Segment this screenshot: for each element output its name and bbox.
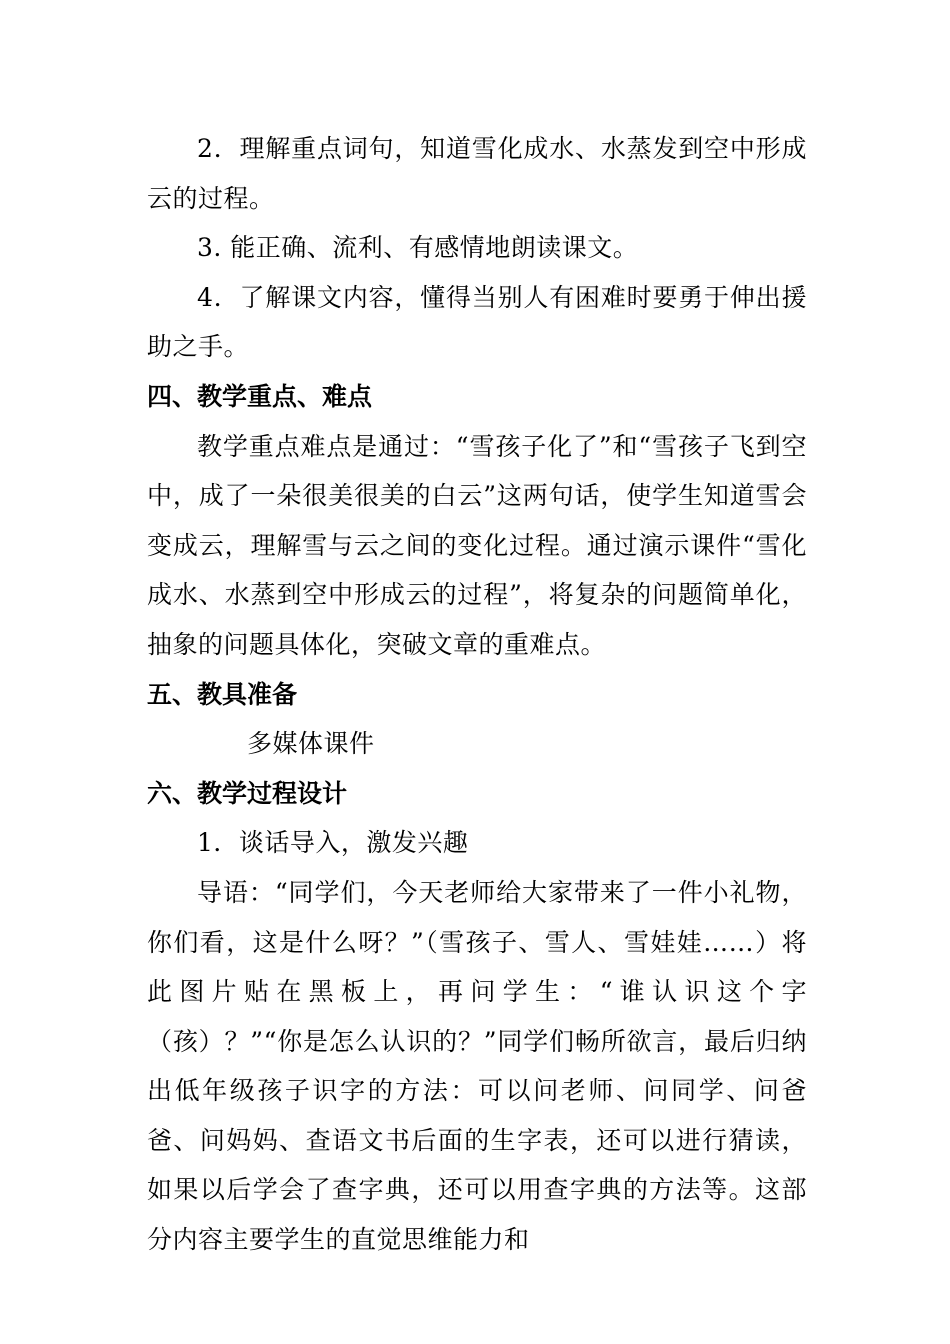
key-points-paragraph: 教学重点难点是通过：“雪孩子化了”和“雪孩子飞到空中，成了一朵很美很美的白云”这两句话，使学生知道雪会变成云，理解雪与云之间的变化过程。通过演示课件“雪化成水、水蒸到空中形成云的过程”，将复杂的问题简单化，抽象的问题具体化，突破文章的重难点。 bbox=[147, 431, 807, 659]
objective-2: 2．理解重点词句，知道雪化成水、水蒸发到空中形成云的过程。 bbox=[147, 134, 807, 213]
section-heading-4: 四、教学重点、难点 bbox=[147, 381, 373, 411]
objective-4: 4．了解课文内容，懂得当别人有困难时要勇于伸出援助之手。 bbox=[147, 282, 807, 362]
intro-paragraph: 导语：“同学们，今天老师给大家带来了一件小礼物，你们看，这是什么呀？”（雪孩子、雪人、雪娃娃……）将此图片贴在黑板上，再问学生：“谁认识这个字（孩）？”“你是怎么认识的？”同学们畅所欲言，最后归纳出低年级孩子识字的方法：可以问老师、问同学、问爸爸、问妈妈、查语文书后面的生字表，还可以进行猜读，如果以后学会了查字典，还可以用查字典的方法等。这部分内容主要学生的直觉思维能力和 bbox=[147, 877, 807, 1255]
objective-3: 3. 能正确、流利、有感情地朗读课文。 bbox=[197, 233, 639, 263]
teaching-aids: 多媒体课件 bbox=[247, 729, 375, 759]
section-heading-6: 六、教学过程设计 bbox=[147, 778, 348, 808]
section-heading-5: 五、教具准备 bbox=[147, 679, 298, 709]
document-page bbox=[147, 124, 807, 1265]
step-1-title: 1．谈话导入，激发兴趣 bbox=[197, 828, 469, 858]
